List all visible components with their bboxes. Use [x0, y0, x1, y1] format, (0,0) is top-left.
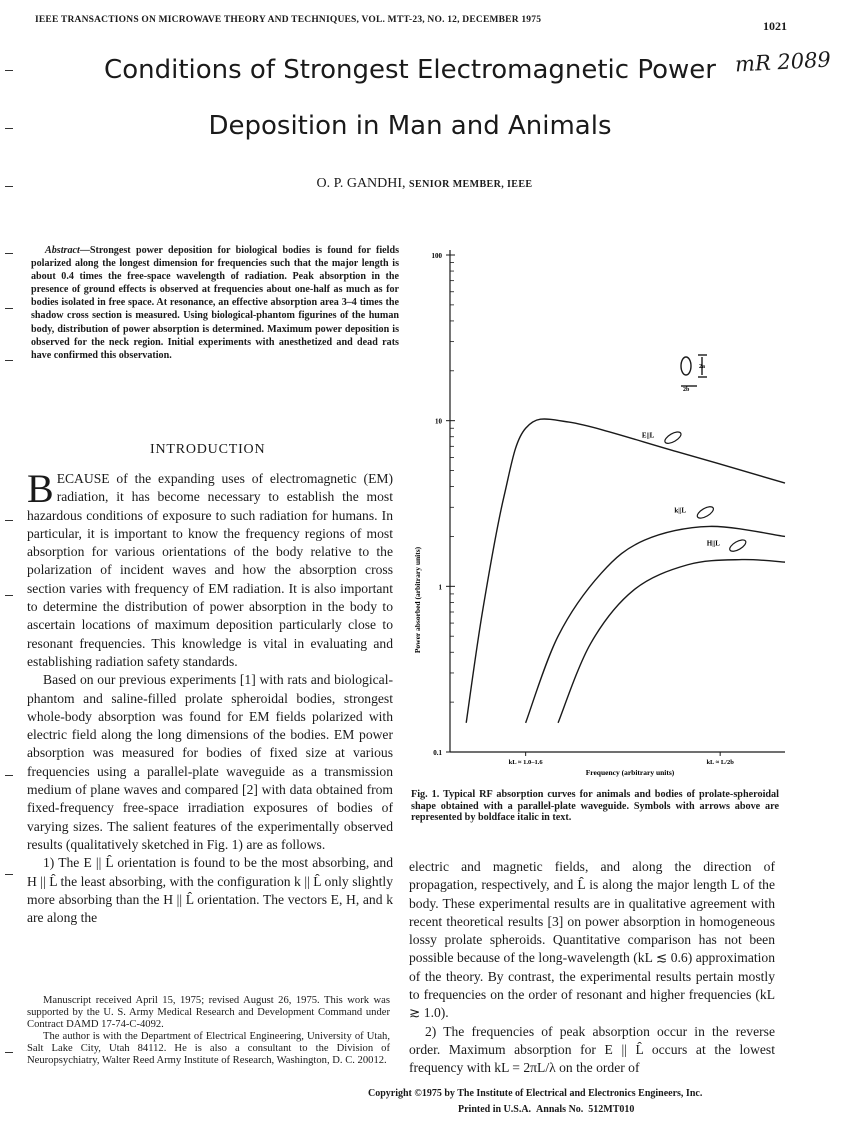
paper-title-line2: Deposition in Man and Animals	[208, 111, 612, 141]
series-label: k||L	[674, 506, 687, 515]
curve-e-l	[466, 419, 785, 723]
margin-mark	[5, 775, 13, 776]
footnote-received: Manuscript received April 15, 1975; revised August 26, 1975. This work was supported by the U. S. Army Medical Research and Development Command under Contract DAMD 17-74-C-4092.	[27, 995, 390, 1030]
margin-mark	[5, 595, 13, 596]
series-spheroid-glyph	[696, 504, 716, 520]
paper-title-line1: Conditions of Strongest Electromagnetic Power	[104, 55, 716, 85]
copyright-line: Copyright ©1975 by The Institute of Electrical and Electronics Engineers, Inc.	[368, 1088, 703, 1099]
figure-caption: Fig. 1. Typical RF absorption curves for animals and bodies of prolate-spheroidal shape obtained with a parallel-plate waveguide. Symbols with arrows above are represented by boldface italic in text.	[411, 789, 779, 824]
y-axis-label: Power absorbed (arbitrary units)	[413, 546, 422, 654]
inset-label-2b: 2b	[683, 387, 690, 393]
chart-ticks	[432, 252, 735, 766]
page-number: 1021	[763, 19, 787, 33]
intro-paragraph-1: ECAUSE of the expanding uses of electromagnetic (EM) radiation, it has become necessary to establish the most hazardous conditions of exposure to such radiation for humans. In particular, it is important to know the frequency regions of most absorption for various orientations of the body relative to the polarization of incident waves and how the absorption cross section varies with frequency of EM radiation. It is also important to determine the distribution of power absorption in the body to ascertain locations of maximum deposition particularly close to resonant frequencies. This knowledge is vital in evaluating and establishing radiation safety standards.	[27, 471, 393, 669]
chart-curves	[466, 419, 785, 723]
right-paragraph-1: electric and magnetic fields, and along the direction of propagation, respectively, and L̂ is along the major length L of the body. These experimental results are in qualitative agreement with recent theoretical results [3] on power absorption in homogeneous lossy prolate spheroids. Quantitative comparison has not been possible because of the long-wavelength (kL ≲ 0.6) approximation of the theory. By contrast, the experimental results pertain mostly to frequencies on the order of resonant and higher frequencies (kL ≳ 1.0).	[409, 859, 775, 1021]
chart-axes	[450, 250, 785, 752]
y-tick-label: 10	[435, 417, 442, 426]
intro-paragraph-2: Based on our previous experiments [1] with rats and biological-phantom and saline-filled prolate spheroidal bodies, strongest whole-body absorption was found for EM fields polarized with electric field along the long dimensions of the bodies. EM power absorption was measured for bodies of fixed size at various frequencies using a parallel-plate waveguide as a transmission medium of plane waves and compared [2] with data obtained from fixed-frequency free-space irradiation exposures of bodies of varying sizes. The salient features of the experimentally observed results (qualitatively sketched in Fig. 1) are as follows.	[27, 672, 393, 852]
series-spheroid-glyph	[663, 430, 683, 446]
margin-mark	[5, 308, 13, 309]
margin-mark	[5, 253, 13, 254]
margin-mark	[5, 360, 13, 361]
footnote	[27, 995, 390, 1067]
dropcap: B	[27, 466, 54, 511]
section-heading-introduction: INTRODUCTION	[150, 442, 266, 457]
handwritten-note: mR 2089	[734, 47, 832, 77]
author-line	[0, 176, 849, 192]
figure-1-chart	[405, 240, 795, 785]
author-name: O. P. GANDHI,	[316, 176, 406, 191]
intro-paragraph-3: 1) The E || L̂ orientation is found to be the most absorbing, and H || L̂ the least absorbing, with the configuration k || L̂ only slightly more absorbing than the H || L̂ orientation. The vectors E, H, and k are along the	[27, 855, 393, 926]
x-axis-label: Frequency (arbitrary units)	[585, 768, 675, 777]
spheroid-inset	[681, 355, 707, 386]
inset-label-2a: 2a	[699, 364, 705, 370]
y-tick-label: 100	[431, 252, 442, 260]
margin-mark	[5, 1052, 13, 1053]
curve-k-l	[526, 526, 785, 722]
x-tick-label: kL ≈ L/2b	[706, 759, 734, 766]
footnote-affiliation: The author is with the Department of Electrical Engineering, University of Utah, Salt Lake City, Utah 84112. He is also a consultant to the Division of Neuropsychiatry, Walter Reed Army Institute of Research, Washington, D. C. 20012.	[27, 1031, 390, 1066]
abstract	[31, 244, 399, 362]
running-head: IEEE TRANSACTIONS ON MICROWAVE THEORY AND TECHNIQUES, VOL. MTT-23, NO. 12, DECEMBER 1975	[35, 15, 542, 25]
introduction-body	[27, 466, 393, 927]
abstract-text: —Strongest power deposition for biological bodies is found for fields polarized along the longest dimension for frequencies such that the major length is about 0.4 times the free-space wavelength of radiation. Peak absorption in the presence of ground effects is observed at frequencies about one-half as much as for bodies isolated in free space. At resonance, an effective absorption area 3–4 times the shadow cross section is measured. Using biological-phantom figurines of the human body, distribution of power absorption is determined. Maximum power deposition is observed for the neck region. Initial experiments with anesthetized and dead rats have confirmed this observation.	[31, 245, 399, 361]
margin-mark	[5, 128, 13, 129]
right-paragraph-2: 2) The frequencies of peak absorption occur in the reverse order. Maximum absorption for E || L̂ occurs at the lowest frequency with kL = 2πL/λ on the order of	[409, 1023, 775, 1076]
series-label: E||L	[641, 431, 655, 440]
margin-mark	[5, 70, 13, 71]
x-tick-label: kL ≈ 1.0–1.6	[508, 759, 543, 766]
author-membership: SENIOR MEMBER, IEEE	[409, 179, 533, 190]
margin-mark	[5, 520, 13, 521]
series-label: H||L	[706, 539, 720, 548]
y-tick-label: 0.1	[433, 749, 442, 757]
right-column-body	[409, 858, 775, 1078]
abstract-label: Abstract	[45, 245, 80, 256]
series-spheroid-glyph	[728, 538, 748, 554]
margin-mark	[5, 874, 13, 875]
y-tick-label: 1	[438, 583, 442, 592]
printed-line: Printed in U.S.A. Annals No. 512MT010	[458, 1104, 635, 1115]
